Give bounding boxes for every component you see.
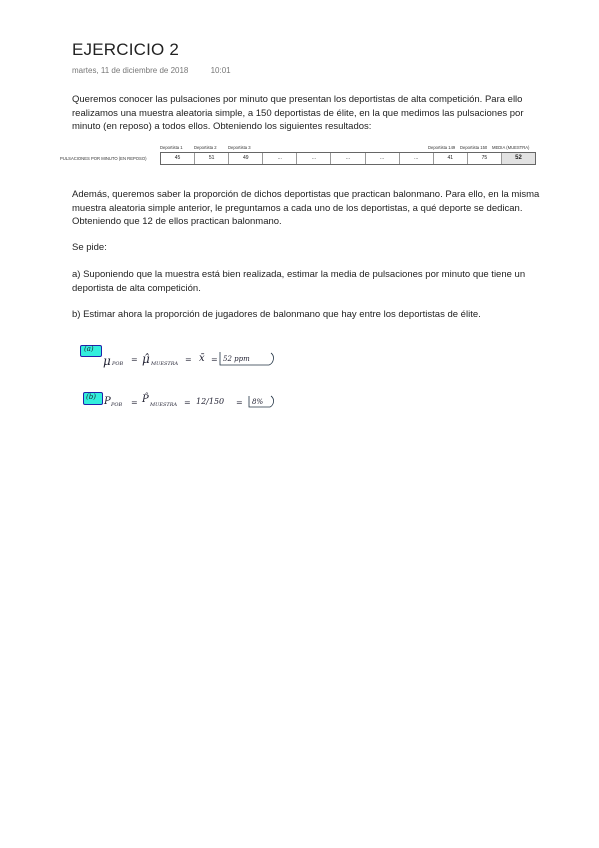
answer-b-eq1: = bbox=[131, 398, 138, 407]
answer-b-eq3: = bbox=[236, 398, 243, 407]
answer-a-tag: (a) bbox=[84, 345, 94, 353]
answer-b-p: P bbox=[104, 396, 111, 407]
answer-b-p-sub: POB bbox=[111, 402, 123, 408]
answer-b-result: 8% bbox=[252, 398, 264, 406]
table-header-cell: Deportista 1 bbox=[160, 145, 183, 150]
answer-a-eq2: = bbox=[185, 355, 192, 364]
answer-b-p-hat-sub: MUESTRA bbox=[150, 402, 178, 408]
question-a: a) Suponiendo que la muestra está bien realizada, estimar la media de pulsaciones por minuto que tiene un deportista de alta competición. bbox=[72, 269, 526, 294]
question-b: b) Estimar ahora la proporción de jugadores de balonmano que hay entre los deportistas de élite. bbox=[72, 309, 481, 320]
answer-a-mu-sub: POB bbox=[112, 361, 124, 367]
answer-b-fraction: 12/150 bbox=[196, 397, 225, 406]
table-cell: 51 bbox=[195, 153, 229, 164]
answer-a-xbar: x̄ bbox=[199, 353, 205, 364]
table-cell-mean: 52 bbox=[502, 153, 535, 164]
page-date: martes, 11 de diciembre de 2018 bbox=[72, 66, 189, 75]
answer-a-mu-hat-sub: MUESTRA bbox=[151, 361, 179, 367]
answer-a-eq1: = bbox=[131, 355, 138, 364]
paragraph-intro: Queremos conocer las pulsaciones por minuto que presentan los deportistas de alta competición. Para ello realizamos una muestra aleatoria simple, a 150 deportistas de élite, en la que medimos las pulsaciones por minuto (en reposo) a todos ellos. Obteniendo los siguientes resultados: bbox=[72, 94, 524, 132]
table-cell: ... bbox=[331, 153, 365, 164]
answer-a-mu-hat: μ̂ bbox=[142, 352, 150, 366]
table-cell: 49 bbox=[229, 153, 263, 164]
page-title: EJERCICIO 2 bbox=[72, 40, 180, 59]
table-header-cell: MEDIA (MUESTRA) bbox=[492, 145, 530, 150]
table-cell: ... bbox=[297, 153, 331, 164]
answer-a-eq3: = bbox=[211, 355, 218, 364]
table-cell: 41 bbox=[434, 153, 468, 164]
table-cell: 45 bbox=[161, 153, 195, 164]
paragraph-se-pide: Se pide: bbox=[72, 242, 107, 253]
table-header-row bbox=[60, 143, 536, 152]
table-row-label: PULSACIONES POR MINUTO (EN REPOSO) bbox=[60, 156, 147, 161]
answer-b-p-hat: P̂ bbox=[142, 394, 149, 405]
table-cells bbox=[160, 152, 536, 165]
answer-a-box bbox=[217, 350, 277, 368]
page-time: 10:01 bbox=[210, 66, 231, 75]
table-cell: ... bbox=[400, 153, 434, 164]
table-header-cell: Deportista 2 bbox=[194, 145, 217, 150]
table-header-cell: Deportista 3 bbox=[228, 145, 251, 150]
results-table bbox=[60, 143, 536, 165]
answer-b-tag: (b) bbox=[86, 393, 96, 401]
paragraph-balonmano: Además, queremos saber la proporción de dichos deportistas que practican balonmano. Para ello, en la misma muestra aleatoria simple anterior, le preguntamos a cada uno de los deportistas, a qué deporte se dedican. Obteniendo que 12 de ellos practican balonmano. bbox=[72, 189, 540, 227]
table-row bbox=[60, 152, 536, 165]
table-cell: ... bbox=[263, 153, 297, 164]
answer-a-result: 52 ppm bbox=[223, 355, 250, 363]
table-header-cell: Deportista 150 bbox=[460, 145, 488, 150]
page-meta bbox=[72, 66, 231, 75]
table-cell: ... bbox=[366, 153, 400, 164]
answer-b-box bbox=[246, 394, 278, 410]
table-cell: 75 bbox=[468, 153, 502, 164]
answer-a-mu: μ bbox=[103, 354, 111, 368]
table-header-cell: Deportista 149 bbox=[428, 145, 456, 150]
answer-b-eq2: = bbox=[184, 398, 191, 407]
